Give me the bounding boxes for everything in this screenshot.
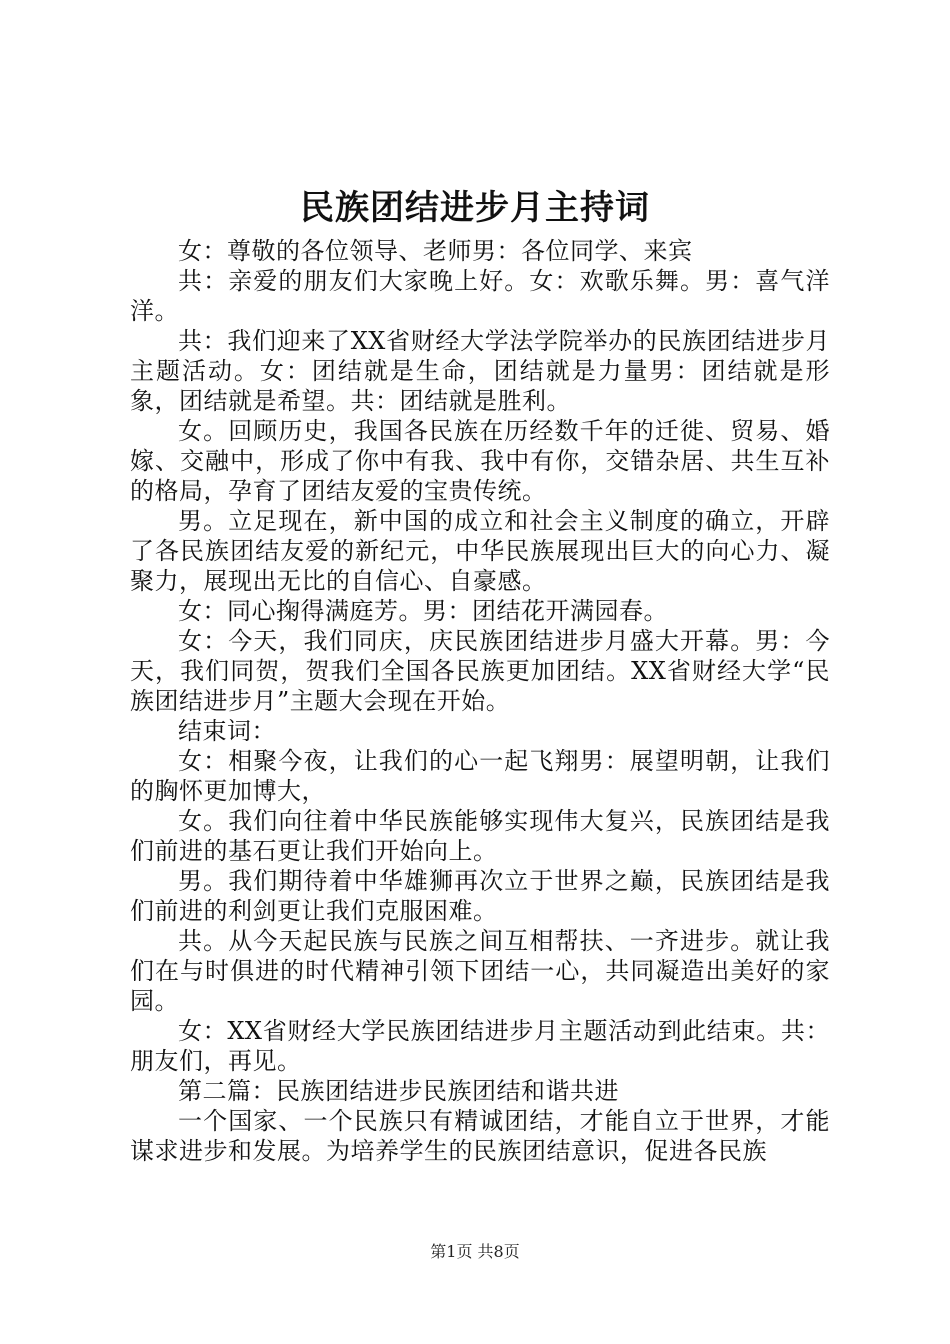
paragraph: 女：同心掬得满庭芳。男：团结花开满园春。 [178,597,668,625]
section-heading: 第二篇：民族团结进步民族团结和谐共进 [178,1077,619,1105]
paragraph: 女：今天，我们同庆，庆民族团结进步月盛大开幕。男：今天，我们同贺，贺我们全国各民族更加团结。XX省财经大学“民族团结进步月”主题大会现在开始。 [130,627,830,715]
paragraph: 女。我们向往着中华民族能够实现伟大复兴，民族团结是我们前进的基石更让我们开始向上。 [130,807,830,865]
paragraph: 女：尊敬的各位领导、老师男：各位同学、来宾 [178,237,693,265]
paragraph: 男。我们期待着中华雄狮再次立于世界之巅，民族团结是我们前进的利剑更让我们克服困难。 [130,867,830,925]
paragraph: 共。从今天起民族与民族之间互相帮扶、一齐进步。就让我们在与时俱进的时代精神引领下团结一心，共同凝造出美好的家园。 [130,927,830,1015]
document-body [130,236,830,1166]
paragraph: 共：我们迎来了XX省财经大学法学院举办的民族团结进步月主题活动。女：团结就是生命，团结就是力量男：团结就是形象，团结就是希望。共：团结就是胜利。 [130,327,830,415]
paragraph: 共：亲爱的朋友们大家晚上好。女：欢歌乐舞。男：喜气洋洋。 [130,267,830,325]
paragraph: 女。回顾历史，我国各民族在历经数千年的迁徙、贸易、婚嫁、交融中，形成了你中有我、我中有你，交错杂居、共生互补的格局，孕育了团结友爱的宝贵传统。 [130,417,830,505]
paragraph: 结束词： [178,717,276,745]
paragraph: 一个国家、一个民族只有精诚团结，才能自立于世界，才能谋求进步和发展。为培养学生的民族团结意识，促进各民族 [130,1107,830,1165]
paragraph: 女：相聚今夜，让我们的心一起飞翔男：展望明朝，让我们的胸怀更加博大， [130,747,830,805]
paragraph: 男。立足现在，新中国的成立和社会主义制度的确立，开辟了各民族团结友爱的新纪元，中华民族展现出巨大的向心力、凝聚力，展现出无比的自信心、自豪感。 [130,507,830,595]
paragraph: 女：XX省财经大学民族团结进步月主题活动到此结束。共：朋友们，再见。 [130,1017,830,1075]
document-title: 民族团结进步月主持词 [300,188,650,228]
page-footer: 第1页 共8页 [430,1242,520,1261]
